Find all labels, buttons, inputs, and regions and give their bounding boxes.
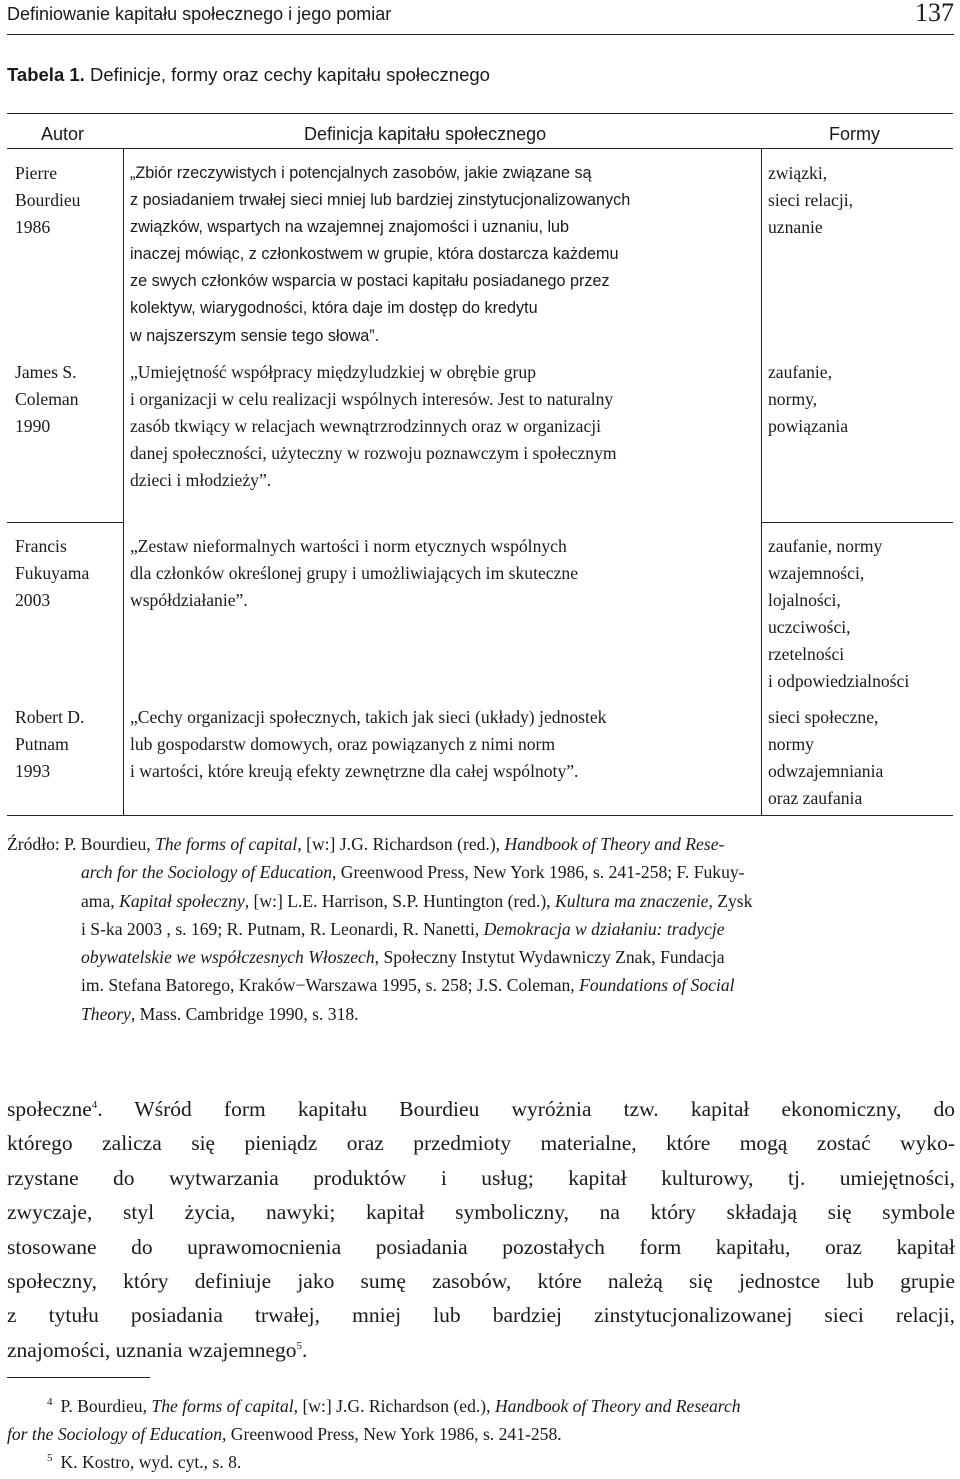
table-source-note: Źródło: P. Bourdieu, The forms of capital, [w:] J.G. Richardson (red.), Handbook of Theory and Rese- arch for the Sociology of Education, Greenwood Press, New York 1986, s. 241-258; F. Fukuy- ama, Kapitał społeczny, [w:] L.E. Harrison, S.P. Huntington (red.), Kultura ma znaczenie, Zysk i S-ka 2003 , s. 169; R. Putnam, R. Leonardi, R. Nanetti, Demokracja w działaniu: tradycje obywatelskie we współczesnych Włoszech, Społeczny Instytut Wydawniczy Znak, Fundacja im. Stefana Batorego, Kraków−Warszawa 1995, s. 258; J.S. Coleman, Foundations of Social Theory, Mass. Cambridge 1990, s. 318. xyxy=(7,834,753,1024)
footnote-divider xyxy=(7,1377,150,1378)
row-separator xyxy=(7,522,123,523)
running-header xyxy=(7,0,954,35)
table-caption-text: Definicje, formy oraz cechy kapitału społecznego xyxy=(84,64,490,85)
column-header-forms: Formy xyxy=(829,124,880,144)
header-rule xyxy=(7,148,953,149)
table-row-author: Pierre Bourdieu 1986 xyxy=(15,163,81,237)
table-caption xyxy=(7,64,490,86)
table-row-definition: „Cechy organizacji społecznych, takich jak sieci (układy) jednostek lub gospodarstw domowych, oraz powiązanych z nimi norm i wartości, które kreują efekty zewnętrzne dla całej wspólnoty”. xyxy=(130,707,607,781)
column-header-author: Autor xyxy=(41,124,85,144)
footnote-ref-4[interactable]: 4 xyxy=(91,1098,98,1111)
table-row-definition: „Zbiór rzeczywistych i potencjalnych zasobów, jakie związane są z posiadaniem trwałej sieci mniej lub bardziej zinstytucjonalizowanych związków, wspartych na wzajemnej znajomości i uznaniu, lub inaczej mówiąc, z członkostwem w grupie, która dostarcza każdemu ze swych członków wsparcia w postaci kapitału posiadanego przez kolektyw, wiarygodności, która daje im dostęp do kredytu w najszerszym sensie tego słowa”. xyxy=(130,164,631,345)
running-title: Definiowanie kapitału społecznego i jego pomiar xyxy=(7,4,392,24)
column-divider xyxy=(761,148,762,815)
table-row-forms: sieci społeczne, normy odwzajemniania oraz zaufania xyxy=(768,707,884,808)
footnotes: $^4$ P. Bourdieu, The forms of capital, [w:] J.G. Richardson (ed.), Handbook of Theory and Research for the Sociology of Education, Greenwood Press, New York 1986, s. 241-258. $^5$ K. Kostro, wyd. cyt., s. 8. xyxy=(7,1392,955,1476)
body-paragraph: społeczne$^4$. Wśród form kapitału Bourdieu wyróżnia tzw. kapitał ekonomiczny, do którego zalicza się pieniądz oraz przedmioty materialne, które mogą zostać wyko- rzystane do wytwarzania produktów i usług; kapitał kulturowy, tj. umiejętności, zwyczaje, styl życia, nawyki; kapitał symboliczny, na który składają się symbole stosowane do uprawomocnienia posiadania pozostałych form kapitału, oraz kapitał społeczny, który definiuje jako sumę zasobów, które należą się jednostce lub grupie z tytułu posiadania trwałej, mniej lub bardziej zinstytucjonalizowanej sieci relacji, znajomości, uznania wzajemnego$^5$. xyxy=(7,1097,955,1362)
column-header-definition: Definicja kapitału społecznego xyxy=(304,124,547,144)
table-row-author: Robert D. Putnam 1993 xyxy=(15,707,85,781)
footnote-5: $^5$ K. Kostro, wyd. cyt., s. 8. xyxy=(47,1452,242,1472)
table-row-author: Francis Fukuyama 2003 xyxy=(15,536,90,610)
table-row-definition: „Zestaw nieformalnych wartości i norm etycznych wspólnych dla członków określonej grupy i umożliwiających im skuteczne współdziałanie”. xyxy=(130,536,579,610)
row-separator xyxy=(761,522,953,523)
definitions-table xyxy=(7,113,953,816)
table-row-forms: zaufanie, normy, powiązania xyxy=(768,362,849,436)
column-divider xyxy=(123,148,124,815)
table-caption-label: Tabela 1. xyxy=(7,64,85,85)
table-row-definition: „Umiejętność współpracy międzyludzkiej w obrębie grup i organizacji w celu realizacji wspólnych interesów. Jest to naturalny zasób tkwiący w relacjach wewnątrzrodzinnych oraz w organizacji danej społeczności, użyteczny w rozwoju poznawczym i społecznym dzieci i młodzieży”. xyxy=(130,362,617,490)
page-number: 137 xyxy=(915,0,954,27)
footnote-4: $^4$ P. Bourdieu, The forms of capital, [w:] J.G. Richardson (ed.), Handbook of Theory and Research xyxy=(47,1396,741,1416)
table-row-forms: związki, sieci relacji, uznanie xyxy=(768,163,853,237)
table-row-author: James S. Coleman 1990 xyxy=(15,362,79,436)
table-row-forms: zaufanie, normy wzajemności, lojalności, uczciwości, rzetelności i odpowiedzialności xyxy=(768,536,910,691)
footnote-ref-5[interactable]: 5 xyxy=(296,1339,303,1352)
